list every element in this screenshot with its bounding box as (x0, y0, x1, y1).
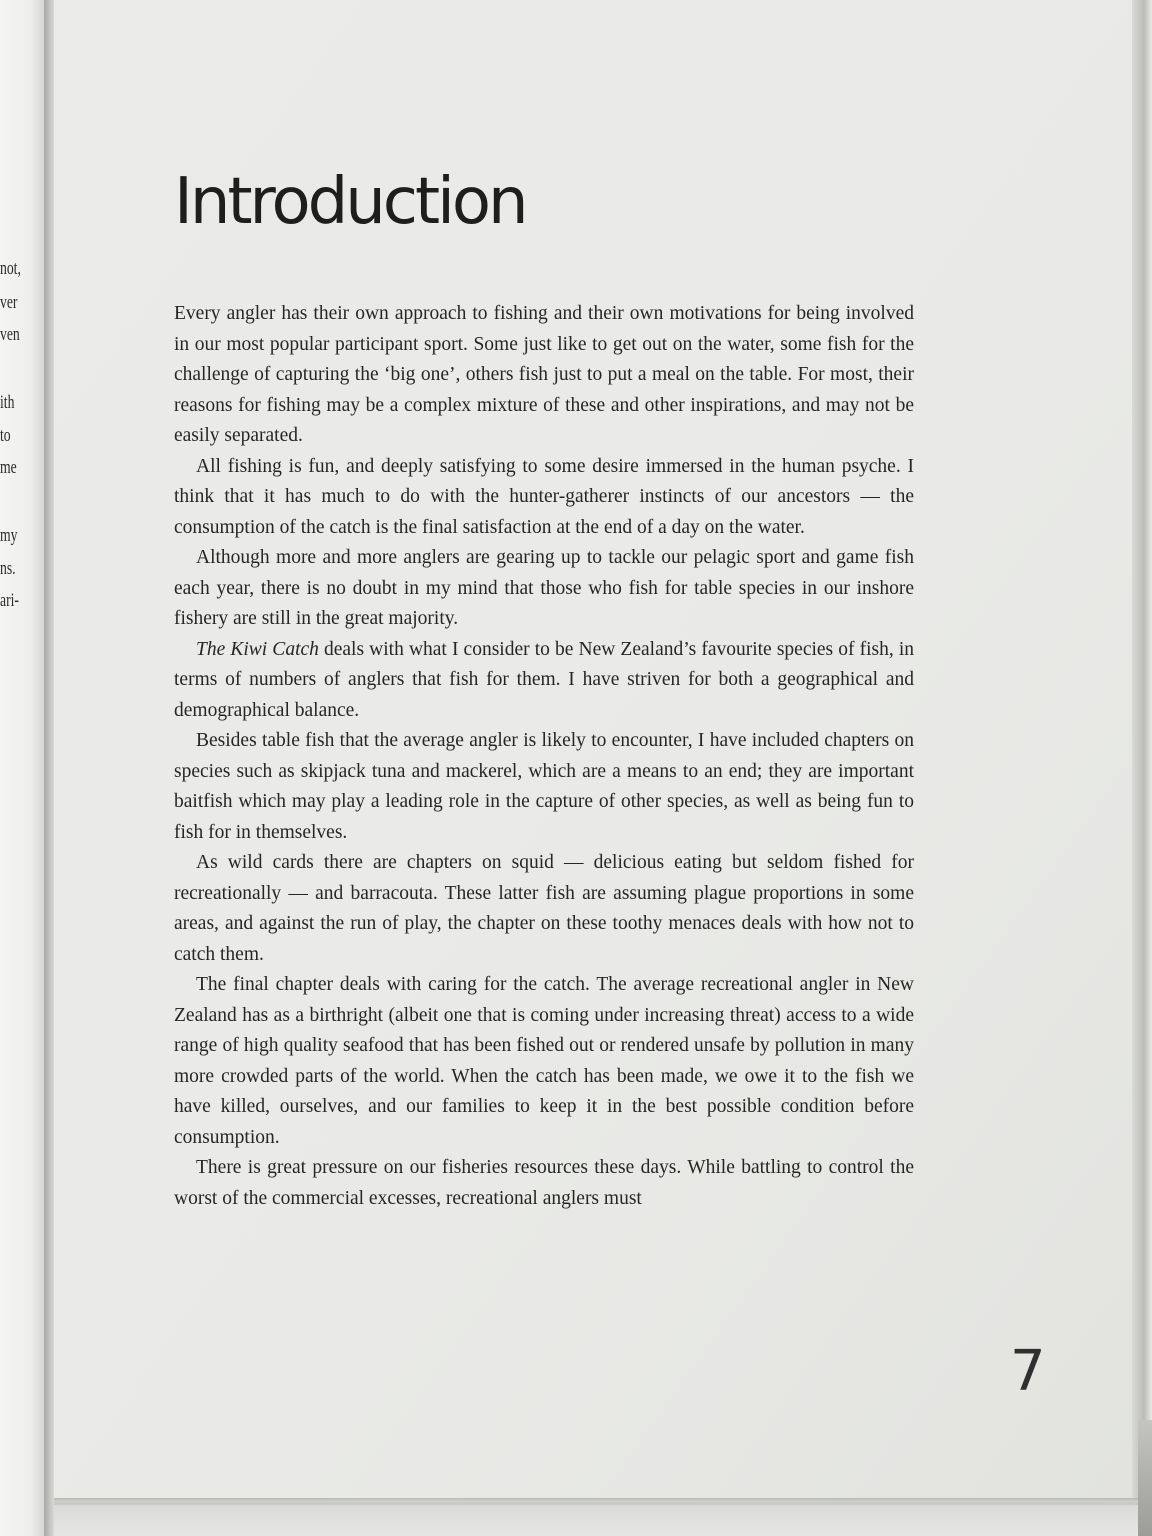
facing-page-fragment: me (0, 457, 17, 478)
book-title-italic: The Kiwi Catch (196, 638, 319, 660)
facing-page-fragment: my (0, 525, 18, 546)
paragraph: The final chapter deals with caring for the catch. The average recreational angler in New Zealand has as a birthright (albeit one that is coming under increasing threat) access to a wide range of high quality seafood that has been fished out or rendered unsafe by pollution in many more crowded parts of the world. When the catch has been made, we owe it to the fish we have killed, ourselves, and our families to keep it in the best possible condition before consumption. (174, 974, 914, 1148)
facing-page-fragment: ver (0, 292, 18, 313)
paragraph: Every angler has their own approach to fishing and their own motivations for being involved in our most popular participant sport. Some just like to get out on the water, some fish for the challenge of capturing the ‘big one’, others fish just to put a meal on the table. For most, their reasons for fishing may be a complex mixture of these and other inspirations, and may not be easily separated. (174, 303, 914, 446)
page-edge-bottom (54, 1498, 1152, 1536)
facing-page (0, 0, 44, 1536)
paragraph: As wild cards there are chapters on squid — delicious eating but seldom fished for recreationally — and barracouta. These latter fish are assuming plague proportions in some areas, and against the run of play, the chapter on these toothy menaces deals with how not to catch them. (174, 852, 914, 965)
page-edge-right (1132, 0, 1152, 1536)
facing-page-fragment: ven (0, 324, 20, 345)
page-corner-shadow (1138, 1420, 1152, 1536)
paragraph: All fishing is fun, and deeply satisfying to some desire immersed in the human psyche. I think that it has much to do with the hunter-gatherer instincts of our ancestors — the consumption of the catch is the final satisfaction at the end of a day on the water. (174, 455, 914, 538)
book-gutter (44, 0, 54, 1536)
chapter-body (174, 299, 914, 1214)
page-number: 7 (1010, 1339, 1046, 1404)
facing-page-fragment: ari- (0, 590, 19, 611)
facing-page-fragment: not, (0, 258, 21, 279)
facing-page-fragment: ns. (0, 558, 16, 579)
facing-page-fragment: ith (0, 392, 15, 413)
paragraph: Although more and more anglers are gearing up to tackle our pelagic sport and game fish each year, there is no doubt in my mind that those who fish for table species in our inshore fishery are still in the great majority. (174, 547, 914, 629)
paragraph-text: deals with what I consider to be New Zealand’s favourite species of fish, in terms of numbers of anglers that fish for them. I have striven for both a geographical and demographical balance. (174, 638, 914, 721)
paragraph: Besides table fish that the average angler is likely to encounter, I have included chapters on species such as skipjack tuna and mackerel, which are a means to an end; they are important baitfish which may play a leading role in the capture of other species, as well as being fun to fish for in themselves. (174, 730, 914, 843)
facing-page-fragment: to (0, 425, 11, 446)
paragraph (174, 635, 914, 727)
paragraph: There is great pressure on our fisheries resources these days. While battling to control the worst of the commercial excesses, recreational anglers must (174, 1157, 914, 1209)
chapter-title: Introduction (174, 165, 526, 239)
